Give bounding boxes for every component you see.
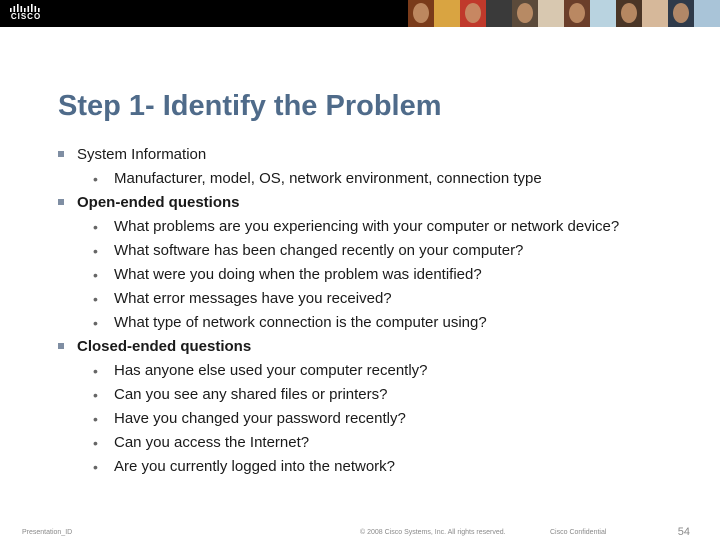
dot-bullet-icon: •: [93, 387, 98, 403]
header-photo: [694, 0, 720, 27]
sub-bullet-item: [0, 359, 720, 383]
dot-bullet-icon: •: [93, 363, 98, 379]
cisco-logo: [8, 3, 44, 23]
dot-bullet-icon: •: [93, 411, 98, 427]
sub-bullet-item: [0, 455, 720, 479]
slide-title: Step 1- Identify the Problem: [58, 90, 442, 122]
bullet-text: Have you changed your password recently?: [114, 410, 406, 427]
bullet-item: [0, 191, 720, 215]
dot-bullet-icon: •: [93, 267, 98, 283]
dot-bullet-icon: •: [93, 291, 98, 307]
cisco-logo-text: CISCO: [10, 12, 42, 21]
dot-bullet-icon: •: [93, 171, 98, 187]
header-photo: [616, 0, 642, 27]
bullet-item: [0, 335, 720, 359]
bullet-text: What error messages have you received?: [114, 290, 392, 307]
dot-bullet-icon: •: [93, 219, 98, 235]
sub-bullet-item: [0, 287, 720, 311]
bullet-text: Can you access the Internet?: [114, 434, 310, 451]
sub-bullet-item: [0, 311, 720, 335]
confidential-label: Cisco Confidential: [550, 529, 607, 536]
bullet-text: Open-ended questions: [77, 194, 240, 211]
bullet-text: System Information: [77, 146, 207, 163]
copyright-notice: © 2008 Cisco Systems, Inc. All rights reserved.: [360, 529, 506, 536]
bullet-text: Closed-ended questions: [77, 338, 252, 355]
bullet-text: Has anyone else used your computer recently?: [114, 362, 428, 379]
dot-bullet-icon: •: [93, 459, 98, 475]
bullet-text: What software has been changed recently on your computer?: [114, 242, 524, 259]
person-face-icon: [465, 3, 481, 23]
presentation-id: Presentation_ID: [22, 529, 73, 536]
header-photo: [460, 0, 486, 27]
cisco-bars-icon: [8, 3, 44, 12]
dot-bullet-icon: •: [93, 435, 98, 451]
person-face-icon: [413, 3, 429, 23]
header-photo: [538, 0, 564, 27]
footer: [0, 525, 720, 540]
bullet-text: What type of network connection is the computer using?: [114, 314, 487, 331]
header-photo: [642, 0, 668, 27]
sub-bullet-item: [0, 407, 720, 431]
header-photo: [408, 0, 434, 27]
header-photo: [590, 0, 616, 27]
page-number: 54: [677, 526, 690, 538]
sub-bullet-item: [0, 263, 720, 287]
header-photo: [486, 0, 512, 27]
sub-bullet-item: [0, 215, 720, 239]
dot-bullet-icon: •: [93, 315, 98, 331]
header-photo: [512, 0, 538, 27]
bullet-text: Are you currently logged into the network?: [114, 458, 395, 475]
bullet-text: Can you see any shared files or printers?: [114, 386, 388, 403]
sub-bullet-item: [0, 383, 720, 407]
bullet-text: What problems are you experiencing with your computer or network device?: [114, 218, 620, 235]
person-face-icon: [517, 3, 533, 23]
bullet-text: What were you doing when the problem was identified?: [114, 266, 482, 283]
person-face-icon: [673, 3, 689, 23]
dot-bullet-icon: •: [93, 243, 98, 259]
photo-strip: [408, 0, 720, 27]
sub-bullet-item: [0, 431, 720, 455]
header-photo: [564, 0, 590, 27]
bullet-text: Manufacturer, model, OS, network environment, connection type: [114, 170, 542, 187]
bullet-item: [0, 143, 720, 167]
sub-bullet-item: [0, 167, 720, 191]
person-face-icon: [621, 3, 637, 23]
person-face-icon: [569, 3, 585, 23]
sub-bullet-item: [0, 239, 720, 263]
header-photo: [434, 0, 460, 27]
header-photo: [668, 0, 694, 27]
header-banner: [0, 0, 720, 27]
